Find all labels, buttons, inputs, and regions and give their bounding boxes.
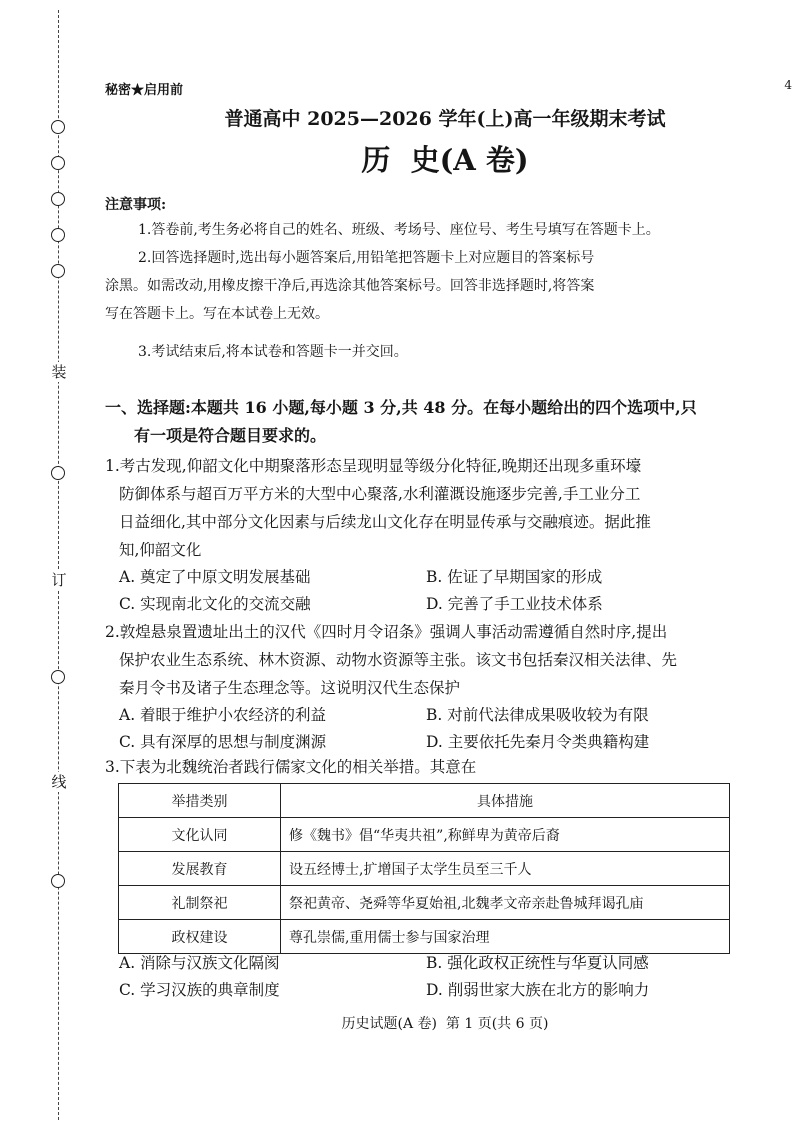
question-1-option-c: C. 实现南北文化的交流交融 [119, 595, 311, 613]
question-3-option-d: D. 削弱世家大族在北方的影响力 [426, 981, 650, 999]
question-1-option-b: B. 佐证了早期国家的形成 [426, 568, 603, 586]
table-cell-category: 文化认同 [119, 818, 281, 852]
question-1-stem [105, 452, 730, 564]
note-item-2 [105, 244, 735, 328]
note-line: 2.回答选择题时,选出每小题答案后,用铅笔把答题卡上对应题目的答案标号 [138, 250, 595, 266]
measures-table [118, 783, 730, 954]
question-line: 秦月令书及诸子生态理念等。这说明汉代生态保护 [119, 679, 461, 697]
table-cell-category: 礼制祭祀 [119, 886, 281, 920]
section-heading-line: 有一项是符合题目要求的。 [134, 426, 327, 445]
note-line: 涂黑。如需改动,用橡皮擦干净后,再选涂其他答案标号。回答非选择题时,将答案 [105, 278, 595, 294]
note-line: 1.答卷前,考生务必将自己的姓名、班级、考场号、座位号、考生号填写在答题卡上。 [138, 222, 660, 238]
note-item-3 [105, 338, 735, 366]
question-1-option-a: A. 奠定了中原文明发展基础 [119, 568, 311, 586]
question-1-option-d: D. 完善了手工业技术体系 [426, 595, 603, 613]
question-line: 防御体系与超百万平方米的大型中心聚落,水利灌溉设施逐步完善,手工业分工 [119, 485, 641, 503]
table-cell-category: 发展教育 [119, 852, 281, 886]
question-3-option-a: A. 消除与汉族文化隔阂 [119, 954, 280, 972]
table-header-category: 举措类别 [119, 784, 281, 818]
question-line: 1.考古发现,仰韶文化中期聚落形态呈现明显等级分化特征,晚期还出现多重环壕 [105, 457, 642, 475]
binding-dashed-line [58, 10, 59, 1120]
binding-hole-icon [51, 192, 65, 206]
question-line: 保护农业生态系统、林木资源、动物水资源等主张。该文书包括秦汉相关法律、先 [119, 651, 678, 669]
section-heading [105, 394, 735, 450]
table-row [119, 818, 730, 852]
table-cell-measure: 尊孔崇儒,重用儒士参与国家治理 [281, 920, 730, 954]
table-header-measures: 具体措施 [281, 784, 730, 818]
table-cell-measure: 祭祀黄帝、尧舜等华夏始祖,北魏孝文帝亲赴鲁城拜谒孔庙 [281, 886, 730, 920]
question-line: 知,仰韶文化 [119, 541, 202, 559]
binding-char-ding: 订 [48, 570, 70, 590]
exam-title: 普通高中 2025—2026 学年(上)高一年级期末考试 [224, 108, 666, 130]
table-row [119, 852, 730, 886]
question-2-option-d: D. 主要依托先秦月令类典籍构建 [426, 733, 650, 751]
table-cell-measure: 设五经博士,扩增国子太学生员至三千人 [281, 852, 730, 886]
question-2-option-a: A. 着眼于维护小农经济的利益 [119, 706, 327, 724]
binding-hole-icon [51, 874, 65, 888]
binding-hole-icon [51, 228, 65, 242]
binding-char-xian: 线 [48, 772, 70, 792]
note-item-1 [105, 216, 735, 244]
question-line: 3.下表为北魏统治者践行儒家文化的相关举措。其意在 [105, 758, 477, 776]
notes-heading: 注意事项: [105, 197, 167, 213]
binding-hole-icon [51, 670, 65, 684]
note-line: 写在答题卡上。写在本试卷上无效。 [105, 306, 329, 322]
table-row [119, 920, 730, 954]
binding-char-zhuang: 装 [48, 362, 70, 382]
binding-hole-icon [51, 156, 65, 170]
question-3-option-b: B. 强化政权正统性与华夏认同感 [426, 954, 649, 972]
page-footer: 历史试题(A 卷) 第 1 页(共 6 页) [341, 1016, 549, 1032]
table-cell-measure: 修《魏书》倡“华夷共祖”,称鲜卑为黄帝后裔 [281, 818, 730, 852]
section-heading-line: 一、选择题:本题共 16 小题,每小题 3 分,共 48 分。在每小题给出的四个选项中,只 [105, 398, 697, 417]
question-line: 日益细化,其中部分文化因素与后续龙山文化存在明显传承与交融痕迹。据此推 [119, 513, 651, 531]
question-2-stem [105, 618, 730, 702]
table-row [119, 886, 730, 920]
table-header-row [119, 784, 730, 818]
question-line: 2.敦煌悬泉置遗址出土的汉代《四时月令诏条》强调人事活动需遵循自然时序,提出 [105, 623, 668, 641]
secret-label: 秘密★启用前 [105, 83, 184, 98]
binding-hole-icon [51, 120, 65, 134]
question-2-option-b: B. 对前代法律成果吸收较为有限 [426, 706, 649, 724]
binding-hole-icon [51, 264, 65, 278]
question-3-stem [105, 753, 730, 781]
note-line: 3.考试结束后,将本试卷和答题卡一并交回。 [138, 344, 408, 360]
table-cell-category: 政权建设 [119, 920, 281, 954]
question-3-option-c: C. 学习汉族的典章制度 [119, 981, 280, 999]
page-number: 4 [784, 78, 792, 92]
binding-hole-icon [51, 466, 65, 480]
question-2-option-c: C. 具有深厚的思想与制度渊源 [119, 733, 327, 751]
subject-title: 历 史(A 卷) [361, 143, 529, 177]
